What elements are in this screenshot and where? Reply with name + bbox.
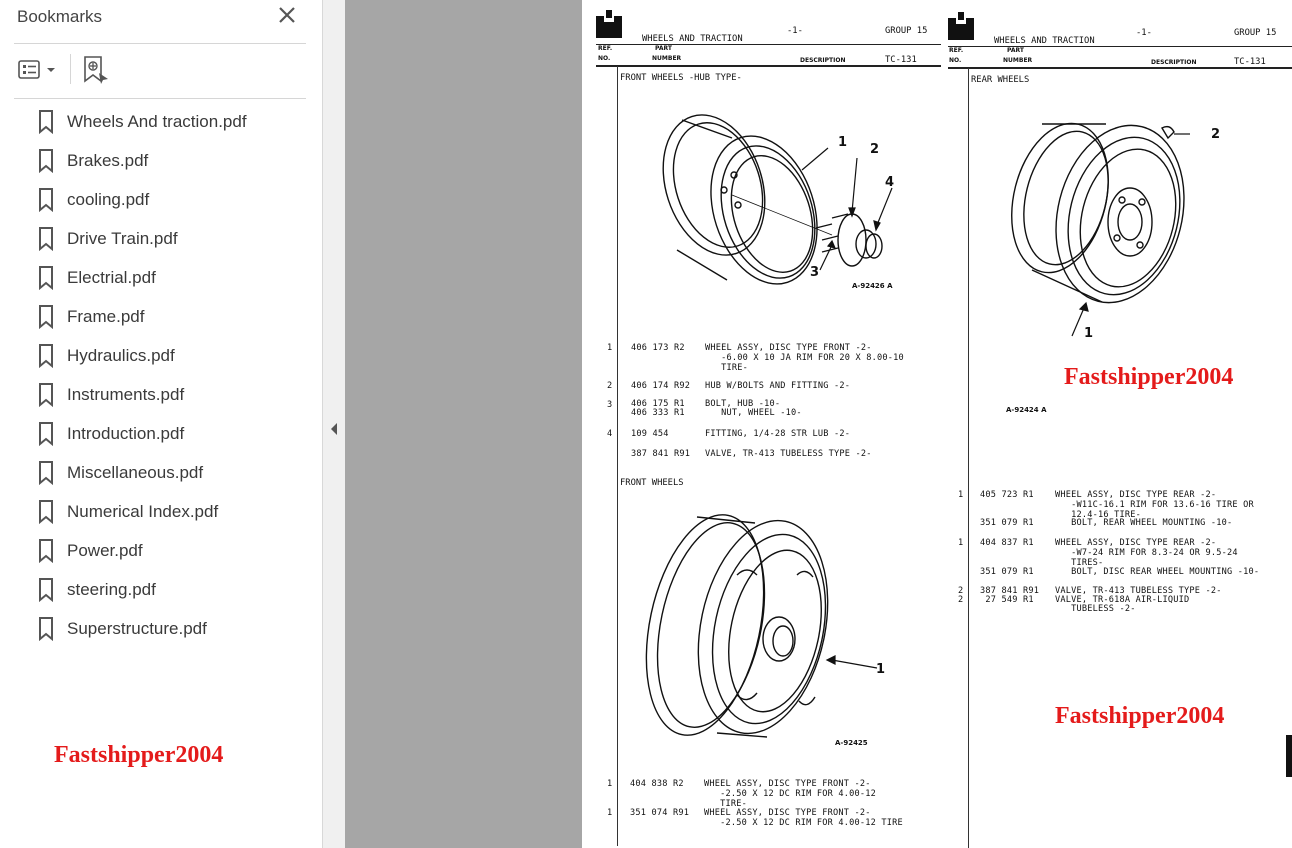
part-number: 351 079 R1 — [980, 518, 1034, 528]
bookmark-label: Hydraulics.pdf — [67, 346, 175, 365]
bookmark-label: Instruments.pdf — [67, 385, 185, 404]
rear-wheel-illustration — [1002, 110, 1212, 340]
part-description: WHEEL ASSY, DISC TYPE FRONT -2- -2.50 X 12 DC RIM FOR 4.00-12 TIRE- — [704, 779, 876, 809]
header-rule — [948, 67, 1292, 69]
bookmark-label: cooling.pdf — [67, 190, 150, 209]
bookmark-icon — [38, 461, 54, 485]
bookmark-label: Superstructure.pdf — [67, 619, 207, 638]
ref-no: 2 2 — [958, 586, 964, 605]
bookmark-label: Electrial.pdf — [67, 268, 156, 287]
part-number: 404 838 R2 — [630, 779, 684, 789]
bookmark-item[interactable] — [34, 338, 304, 374]
code-label: TC-131 — [885, 55, 917, 65]
divider — [14, 43, 306, 44]
part-number: 109 454 — [631, 429, 669, 439]
part-number: 406 175 R1 406 333 R1 — [631, 399, 685, 418]
part-number: 351 079 R1 — [980, 567, 1034, 577]
toolbar-separator — [70, 54, 71, 84]
callout-label: 2 — [870, 142, 880, 157]
subsection-title: FRONT WHEELS -HUB TYPE- — [620, 73, 742, 83]
part-number: 404 837 R1 — [980, 538, 1034, 548]
bookmark-icon — [38, 617, 54, 641]
ref-no: 2 — [607, 381, 613, 391]
bookmark-item[interactable] — [34, 611, 304, 647]
callout-label: 1 — [838, 135, 848, 150]
figure-number: A-92425 — [835, 739, 868, 747]
part-number: 387 841 R91 27 549 R1 — [980, 586, 1040, 605]
part-description: WHEEL ASSY, DISC TYPE REAR -2- -W7-24 RIM FOR 8.3-24 OR 9.5-24 TIRES- — [1055, 538, 1238, 568]
watermark: Fastshipper2004 — [1055, 703, 1225, 729]
part-number: 406 174 R92 — [631, 381, 691, 391]
bookmark-label: Power.pdf — [67, 541, 143, 560]
callout-label: 1 — [1084, 326, 1094, 341]
subsection-title: REAR WHEELS — [971, 75, 1030, 85]
column-rule — [968, 68, 969, 848]
bookmark-icon — [38, 422, 54, 446]
panel-title: Bookmarks — [17, 7, 103, 26]
bookmark-icon — [38, 110, 54, 134]
document-background — [345, 0, 582, 848]
bookmark-icon — [38, 149, 54, 173]
callout-label: 2 — [1211, 127, 1221, 142]
col-part: PART — [1007, 47, 1024, 54]
callout-label: 3 — [810, 265, 820, 280]
bookmark-item[interactable] — [34, 416, 304, 452]
document-page — [582, 0, 1292, 848]
ref-no: 4 — [607, 429, 613, 439]
header-rule — [596, 65, 941, 67]
front-wheel-illustration — [637, 505, 897, 745]
part-description: BOLT, REAR WHEEL MOUNTING -10- — [1055, 518, 1233, 528]
part-number: 406 173 R2 — [631, 343, 685, 353]
bookmark-item[interactable] — [34, 104, 304, 140]
bookmark-label: Miscellaneous.pdf — [67, 463, 204, 482]
bookmark-icon — [38, 344, 54, 368]
ref-no: 3 — [607, 400, 613, 410]
col-ref: REF. — [598, 45, 613, 52]
part-description: VALVE, TR-413 TUBELESS TYPE -2- VALVE, TR-618A AIR-LIQUID TUBELESS -2- — [1055, 586, 1222, 614]
subsection-title: FRONT WHEELS — [620, 478, 684, 488]
col-part: PART — [655, 45, 672, 52]
ih-logo-icon — [596, 10, 622, 40]
list-options-icon[interactable] — [17, 58, 61, 82]
header-rule — [948, 46, 1292, 47]
group-label: GROUP 15 — [1234, 28, 1277, 38]
ref-no: 1 — [958, 490, 964, 500]
page-number: -1- — [1136, 28, 1152, 38]
part-description: BOLT, HUB -10- NUT, WHEEL -10- — [705, 399, 802, 418]
bookmark-label: Frame.pdf — [67, 307, 145, 326]
header-rule — [596, 44, 941, 45]
bookmark-icon — [38, 383, 54, 407]
bookmark-item[interactable] — [34, 455, 304, 491]
scan-mark — [1286, 735, 1292, 777]
section-title: WHEELS AND TRACTION — [642, 34, 743, 44]
divider — [14, 98, 306, 99]
col-no: NO. — [598, 55, 611, 62]
bookmark-item[interactable] — [34, 533, 304, 569]
ref-no: 1 — [958, 538, 964, 548]
page-number: -1- — [787, 26, 803, 36]
part-description: VALVE, TR-413 TUBELESS TYPE -2- — [705, 449, 872, 459]
part-number: 405 723 R1 — [980, 490, 1034, 500]
part-description: HUB W/BOLTS AND FITTING -2- — [705, 381, 851, 391]
column-rule — [617, 66, 618, 846]
bookmark-icon — [38, 305, 54, 329]
callout-label: 4 — [885, 175, 895, 190]
ref-no: 1 — [607, 808, 613, 818]
bookmark-item[interactable] — [34, 572, 304, 608]
bookmark-icon — [38, 227, 54, 251]
bookmark-icon — [38, 188, 54, 212]
bookmark-item[interactable] — [34, 182, 304, 218]
bookmark-label: Wheels And traction.pdf — [67, 112, 247, 131]
col-description: DESCRIPTION — [800, 57, 846, 64]
collapse-panel-icon[interactable] — [328, 420, 340, 438]
group-label: GROUP 15 — [885, 26, 928, 36]
watermark: Fastshipper2004 — [54, 742, 224, 768]
bookmark-icon — [38, 500, 54, 524]
figure-number: A-92424 A — [1006, 406, 1047, 414]
part-description: FITTING, 1/4-28 STR LUB -2- — [705, 429, 851, 439]
bookmark-label: steering.pdf — [67, 580, 156, 599]
bookmark-icon — [38, 539, 54, 563]
col-no: NO. — [949, 57, 962, 64]
col-description: DESCRIPTION — [1151, 59, 1197, 66]
bookmark-item[interactable] — [34, 143, 304, 179]
bookmark-item[interactable] — [34, 221, 304, 257]
part-number: 387 841 R91 — [631, 449, 691, 459]
part-description: WHEEL ASSY, DISC TYPE FRONT -2- -6.00 X 10 JA RIM FOR 20 X 8.00-10 TIRE- — [705, 343, 904, 373]
bookmark-icon — [38, 266, 54, 290]
bookmark-item[interactable] — [34, 494, 304, 530]
bookmark-item[interactable] — [34, 260, 304, 296]
ref-no: 1 — [607, 343, 613, 353]
bookmark-label: Numerical Index.pdf — [67, 502, 219, 521]
part-description: WHEEL ASSY, DISC TYPE REAR -2- -W11C-16.1 RIM FOR 13.6-16 TIRE OR 12.4-16 TIRE- — [1055, 490, 1254, 520]
bookmark-item[interactable] — [34, 377, 304, 413]
col-ref: REF. — [949, 47, 964, 54]
code-label: TC-131 — [1234, 57, 1266, 67]
part-number: 351 074 R91 — [630, 808, 690, 818]
bookmark-icon — [38, 578, 54, 602]
bookmark-label: Introduction.pdf — [67, 424, 185, 443]
close-icon[interactable] — [276, 4, 298, 26]
col-number: NUMBER — [1003, 57, 1033, 64]
col-number: NUMBER — [652, 55, 682, 62]
section-title: WHEELS AND TRACTION — [994, 36, 1095, 46]
add-bookmark-icon[interactable] — [82, 55, 110, 85]
figure-number: A-92426 A — [852, 282, 893, 290]
part-description: BOLT, DISC REAR WHEEL MOUNTING -10- — [1055, 567, 1260, 577]
bookmark-label: Drive Train.pdf — [67, 229, 178, 248]
hub-wheel-illustration — [652, 100, 912, 300]
ih-logo-icon — [948, 12, 974, 42]
bookmark-label: Brakes.pdf — [67, 151, 149, 170]
bookmarks-panel — [0, 0, 323, 848]
callout-label: 1 — [876, 662, 886, 677]
part-description: WHEEL ASSY, DISC TYPE FRONT -2- -2.50 X 12 DC RIM FOR 4.00-12 TIRE — [704, 808, 903, 828]
ref-no: 1 — [607, 779, 613, 789]
watermark: Fastshipper2004 — [1064, 364, 1234, 390]
bookmark-item[interactable] — [34, 299, 304, 335]
